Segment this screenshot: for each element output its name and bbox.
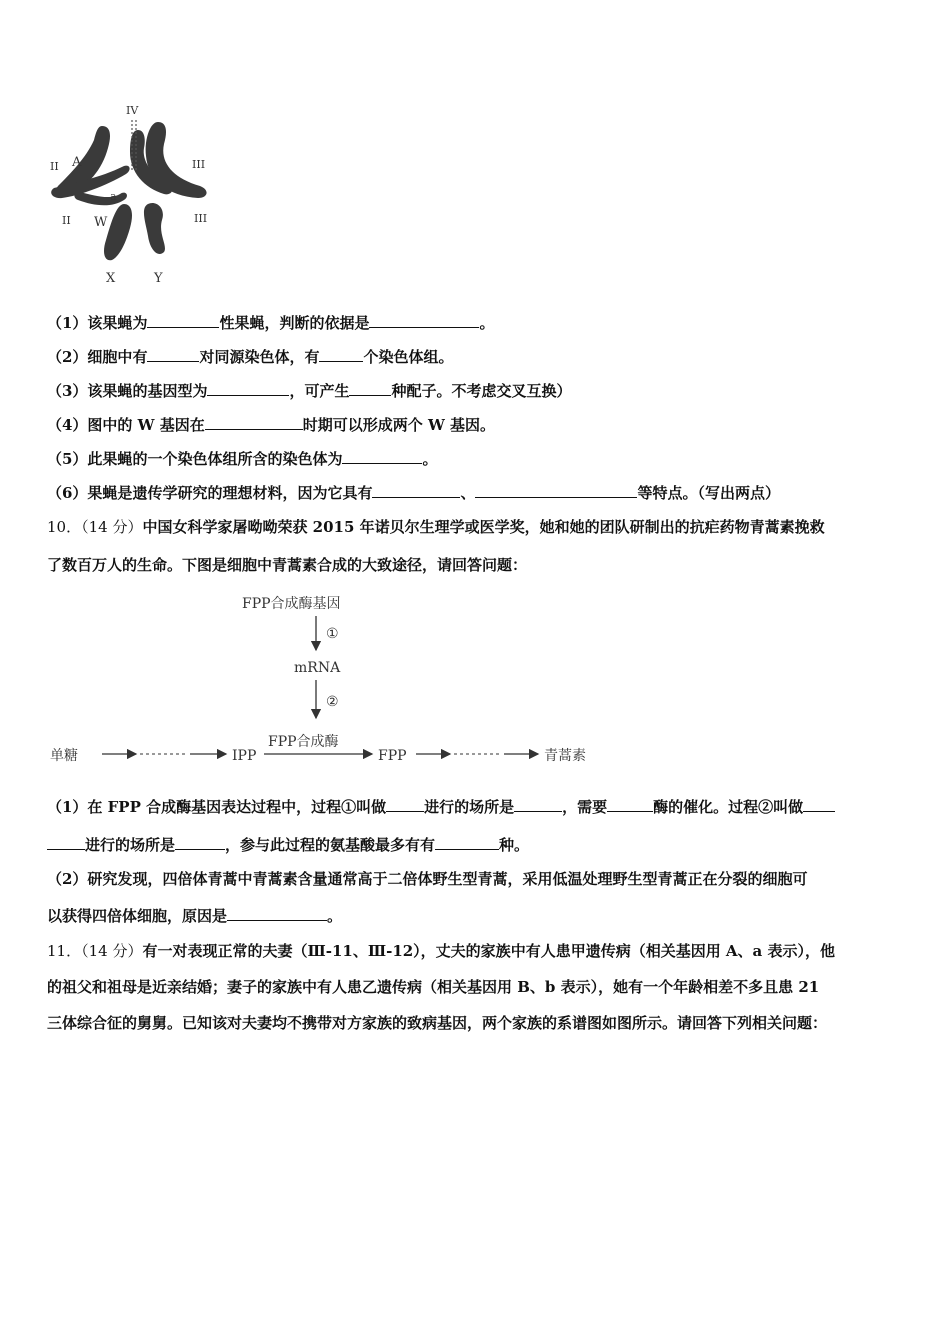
q11-text-3: 三体综合征的舅舅。已知该对夫妻均不携带对方家族的致病基因，两个家族的系谱图如图所示。请回答下列相关问题：	[47, 1014, 828, 1032]
q10-part1-text-b: 进行的场所是	[424, 798, 515, 816]
answer-blank[interactable]	[207, 381, 289, 396]
answer-blank[interactable]	[369, 313, 479, 328]
q9-part5	[47, 448, 437, 469]
answer-blank[interactable]	[342, 449, 422, 464]
answer-blank[interactable]	[386, 797, 424, 812]
q9-part3	[47, 380, 571, 401]
q9-part1-text-a: （1）该果蝇为	[47, 314, 148, 332]
q10-part1-text-d: 酶的催化。过程②叫做	[653, 798, 804, 816]
q9-part1-text-c: 。	[479, 314, 495, 332]
answer-blank[interactable]	[205, 415, 303, 430]
q11-text-2: 的祖父和祖母是近亲结婚；妻子的家族中有人患乙遗传病（相关基因用 B、b 表示），她有一个年龄相差不多且患 21	[47, 978, 820, 996]
q10-part2-line2	[47, 905, 342, 926]
q9-part5-text-a: （5）此果蝇的一个染色体组所含的染色体为	[47, 450, 343, 468]
q9-part5-text-b: 。	[422, 450, 438, 468]
q10-part1-line2	[47, 834, 529, 855]
artemisinin-label: 青蒿素	[544, 748, 586, 764]
answer-blank[interactable]	[175, 835, 225, 850]
mrna-label: mRNA	[294, 660, 341, 676]
q9-part2-text-b: 对同源染色体，有	[199, 348, 320, 366]
q11-line1	[47, 940, 835, 961]
monosaccharide-label: 单糖	[50, 748, 78, 764]
label-ii-bottom: II	[62, 214, 71, 227]
chromosome-ii-lower	[74, 192, 127, 206]
q11-line3	[47, 1012, 827, 1033]
step2-label: ②	[326, 694, 339, 710]
q10-intro-text: 中国女科学家屠呦呦荣获 2015 年诺贝尔生理学或医学奖，她和她的团队研制出的抗疟药物青蒿素挽救	[142, 518, 825, 536]
answer-blank[interactable]	[47, 835, 85, 850]
q9-part2-text-c: 个染色体组。	[363, 348, 454, 366]
label-w: W	[94, 215, 108, 230]
answer-blank[interactable]	[803, 797, 835, 812]
q10-part2-text-c: 。	[327, 907, 343, 925]
question-number: 10．（14 分）	[47, 518, 143, 536]
q9-part6-text-c: 等特点。（写出两点）	[637, 484, 780, 502]
q9-part1	[47, 312, 494, 333]
q10-intro-line2	[47, 554, 527, 575]
answer-blank[interactable]	[227, 906, 327, 921]
q9-part2	[47, 346, 453, 367]
label-iv: IV	[126, 104, 139, 117]
ipp-label: IPP	[232, 748, 257, 764]
answer-blank[interactable]	[147, 313, 219, 328]
q9-part6-text-b: 、	[460, 484, 476, 502]
q10-part1-line1	[47, 796, 835, 817]
q10-intro-line1	[47, 516, 825, 537]
label-x: X	[106, 271, 116, 286]
q9-part4-text-a: （4）图中的 W 基因在	[47, 416, 205, 434]
answer-blank[interactable]	[435, 835, 499, 850]
chromosome-figure	[40, 100, 230, 290]
q10-part1-text-a: （1）在 FPP 合成酶基因表达过程中，过程①叫做	[47, 798, 387, 816]
label-y: Y	[154, 271, 163, 286]
answer-blank[interactable]	[349, 381, 391, 396]
answer-blank[interactable]	[607, 797, 653, 812]
q9-part4	[47, 414, 495, 435]
q11-line2	[47, 976, 819, 997]
q9-part6	[47, 482, 780, 503]
answer-blank[interactable]	[319, 347, 363, 362]
q9-part1-text-b: 性果蝇，判断的依据是	[219, 314, 370, 332]
q10-intro-text-2: 了数百万人的生命。下图是细胞中青蒿素合成的大致途径，请回答问题：	[47, 556, 528, 574]
q10-part1-text-e: 进行的场所是	[85, 836, 176, 854]
q10-part2-line1	[47, 868, 807, 889]
q9-part2-text-a: （2）细胞中有	[47, 348, 148, 366]
q9-part3-text-a: （3）该果蝇的基因型为	[47, 382, 208, 400]
q9-part3-text-b: ，可产生	[289, 382, 350, 400]
q9-part3-text-c: 种配子。不考虑交叉互换）	[391, 382, 572, 400]
label-ii-top: II	[50, 160, 59, 173]
question-number: 11．（14 分）	[47, 942, 143, 960]
label-a-lower: a	[110, 190, 117, 203]
q9-part6-text-a: （6）果蝇是遗传学研究的理想材料，因为它具有	[47, 484, 373, 502]
answer-blank[interactable]	[475, 483, 637, 498]
q11-text-1: 有一对表现正常的夫妻（Ⅲ-11、Ⅲ-12），丈夫的家族中有人患甲遗传病（相关基因用 A、a 表示），他	[142, 942, 835, 960]
artemisinin-pathway-diagram	[50, 588, 610, 778]
fpp-label: FPP	[378, 748, 407, 764]
fpp-enzyme-label: FPP合成酶	[268, 734, 339, 750]
fpp-gene-label: FPP合成酶基因	[242, 596, 341, 612]
chromosome-y	[144, 203, 165, 254]
q9-part4-text-b: 时期可以形成两个 W 基因。	[302, 416, 496, 434]
answer-blank[interactable]	[514, 797, 562, 812]
chromosome-x	[104, 204, 132, 260]
label-iii-bottom: III	[194, 212, 208, 225]
label-iii-top: III	[192, 158, 206, 171]
answer-blank[interactable]	[147, 347, 199, 362]
label-a-upper: A	[72, 155, 82, 170]
step1-label: ①	[326, 626, 339, 642]
q10-part2-text-b: 以获得四倍体细胞，原因是	[47, 907, 228, 925]
q10-part1-text-c: ，需要	[562, 798, 608, 816]
answer-blank[interactable]	[372, 483, 460, 498]
q10-part2-text-a: （2）研究发现，四倍体青蒿中青蒿素含量通常高于二倍体野生型青蒿，采用低温处理野生型青蒿正在分裂的细胞可	[47, 870, 808, 888]
q10-part1-text-f: ，参与此过程的氨基酸最多有有	[225, 836, 436, 854]
q10-part1-text-g: 种。	[499, 836, 530, 854]
